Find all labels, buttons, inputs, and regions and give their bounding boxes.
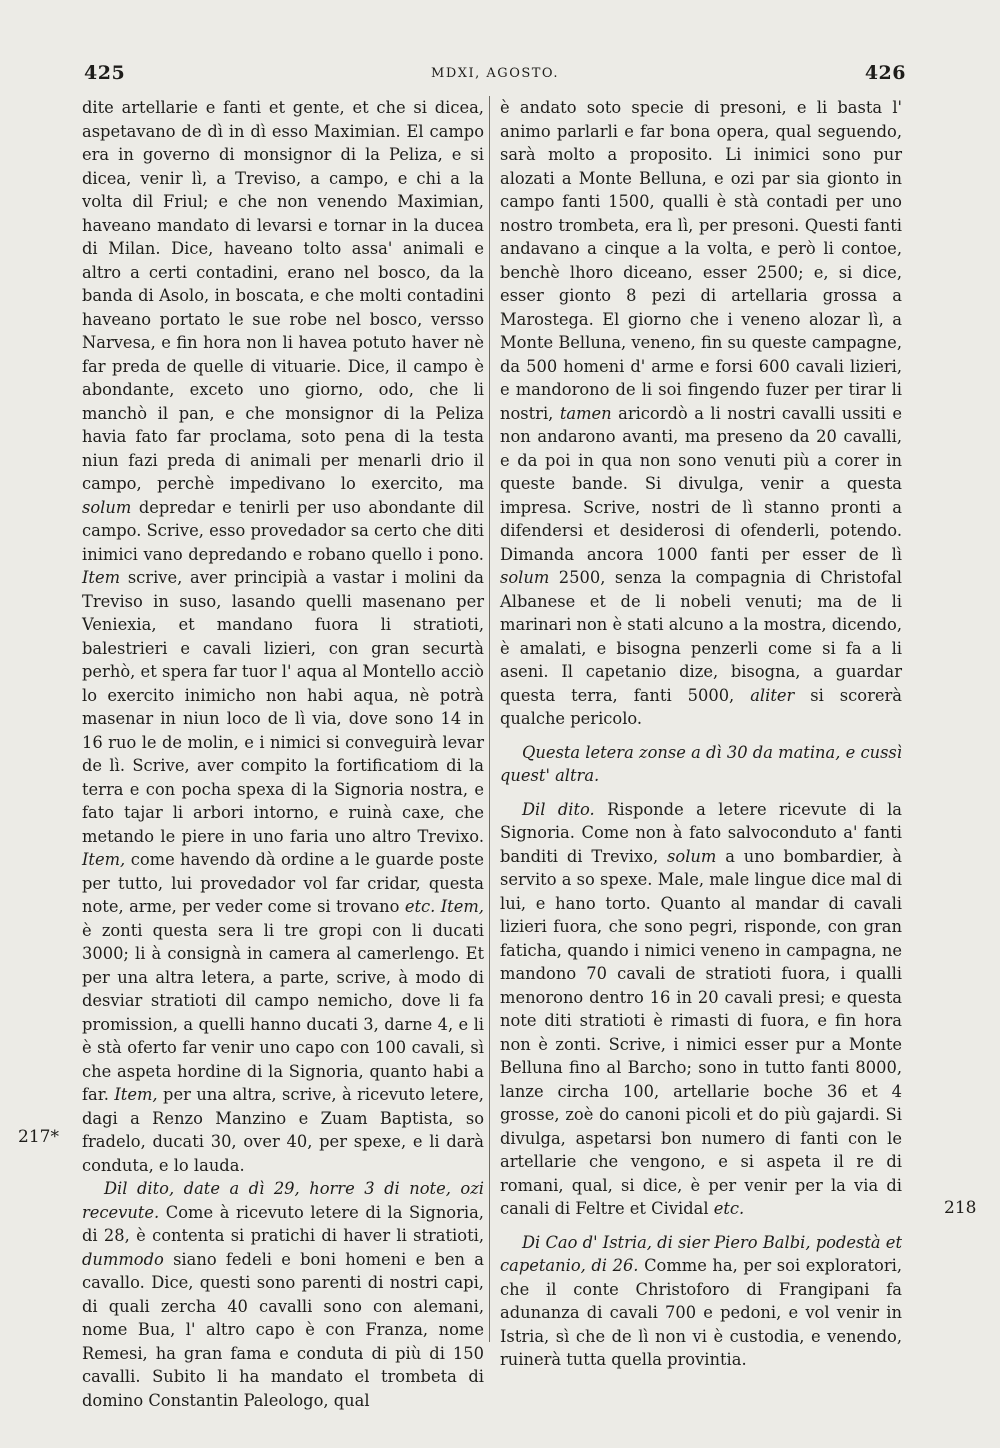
right-page-number: 426 (864, 62, 906, 84)
entry-heading: Di Cao d' Istria, di sier Piero Balbi, podestà et capetanio, di 26. (500, 1232, 902, 1275)
italic-text: solum (82, 497, 132, 517)
text-run: come havendo dà ordine a le guarde poste per tutto, lui provedador vol far cridar, questa note, arme, per veder come si trovano (82, 850, 484, 916)
letter-entry (500, 1231, 902, 1372)
right-column (500, 96, 902, 1372)
text-run: per una altra, scrive, à ricevuto letere, dagi a Renzo Manzino e Zuam Baptista, so fradelo, ducati 30, over 40, per spexe, e li darà conduta, e lo lauda. (82, 1085, 484, 1175)
text-run: è zonti questa sera li tre gropi con li ducati 3000; li à consignà in camera al camerlengo. Et per una altra letera, a parte, scrive, à modo di desviar stratioti dil campo nemicho, dove li fa promission, a quelli hanno ducati 3, darne 4, e li è stà oferto far venir uno capo con 100 cavali, sì che aspeta hordine di la Signoria, quanto habi a far. (82, 920, 484, 1104)
italic-text: Item (82, 568, 121, 587)
italic-text: solum (667, 846, 717, 866)
italic-text: dummodo (82, 1249, 164, 1269)
letter-entry (500, 798, 902, 1221)
text-run: aricordò a li nostri cavalli ussiti e non andarono avanti, ma preseno da 20 cavalli, e da poi in qua non sono venuti più a corer in queste bande. Si divulga, venir a questa impresa. Scrive, nostri de lì stanno pronti a difendersi et desiderosi di ofenderli, potendo. Dimanda ancora 1000 fanti per esser de lì (500, 403, 902, 564)
letter-entry (82, 1177, 484, 1412)
italic-text: Item, (82, 850, 126, 869)
italic-text: etc. (404, 897, 436, 916)
paragraph (82, 96, 484, 1177)
left-column (82, 96, 484, 1412)
italic-text: Item, (440, 897, 484, 916)
text-run: è andato soto specie di presoni, e li basta l' animo parlarli e far bona opera, qual seguendo, sarà molto a proposito. Li inimici sono pur alozati a Monte Belluna, e ozi par sia gionto in campo fanti 1500, qualli è stà contadi per uno nostro trombeta, era lì, per presoni. Questi fanti andavano a cinque a la volta, e però li contoe, benchè lhoro diceano, esser 2500; e, si dice, esser gionto 8 pezi di artellaria grossa a Marostega. El giorno che i veneno alozar lì, a Monte Belluna, veneno, fin su queste campagne, da 500 homeni d' arme e forsi 600 cavali lizieri, e mandorono de li soi fingendo fuzer per tirar li nostri, (500, 98, 902, 423)
column-divider (489, 96, 490, 1342)
margin-note-left: 217* (18, 1127, 59, 1147)
page-header (84, 62, 906, 86)
paragraph (500, 96, 902, 731)
text-run: Comme ha, per soi exploratori, che il conte Christoforo di Frangipani fa adunanza di cavali 700 e pedoni, e vol venir in Istria, sì che de lì non vi è custodia, e venendo, ruinerà tutta quella provintia. (500, 1256, 902, 1369)
entry-heading: Dil dito. (522, 799, 595, 819)
italic-text: tamen (559, 403, 612, 423)
text-run: siano fedeli e boni homeni e ben a cavallo. Dice, questi sono parenti di nostri capi, di quali zercha 40 cavalli sono con alemani, nome Bua, l' altro capo è con Franza, nome Remesi, ha gran fama e conduta di più di 150 cavalli. Subito li ha mandato el trombeta di domino Constantin Paleologo, qual (82, 1249, 484, 1410)
entry-heading: Dil dito, date a dì 29, horre 3 di note, ozi recevute. (82, 1179, 484, 1222)
margin-note-right: 218 (944, 1198, 977, 1218)
text-run: a uno bombardier, à servito a so spexe. Male, male lingue dice mal di lui, e hano torto. Quanto al mandar di cavali lizieri fuora, che sono pegri, risponde, con gran faticha, quando i nimici veneno in campagna, ne mandono 70 cavali de stratioti fuora, i qualli menorono dentro 16 in 20 cavali presi; e questa note diti stratioti è rimasti di fuora, e fin hora non è zonti. Scrive, i nimici esser pur a Monte Belluna fino al Barcho; sono in tutto fanti 8000, lanze circha 100, artellarie boche 36 et 4 grosse, zoè do canoni picoli et do più gajardi. Si divulga, aspetarsi bon numero di fanti con le artellarie che vengono, e si aspeta il re di romani, qual, si dice, è per venir per la via di canali di Feltre et Cividal (500, 846, 902, 1218)
text-run: 2500, senza la compagnia di Christofal Albanese et de li nobeli venuti; ma de li marinari non è stati alcuno a la mostra, dicendo, è amalati, e bisogna penzerli come si fa a li aseni. Il capetanio dize, bisogna, a guardar questa terra, fanti 5000, (500, 568, 902, 705)
italic-text: solum (500, 568, 550, 587)
text-run: scrive, aver principià a vastar i molini da Treviso in suso, lasando quelli masenano per Veniexia, et mandano fuora li stratioti, balestrieri e cavali lizieri, con gran securtà perhò, et spera far tuor l' aqua al Montello acciò lo exercito inimicho non habi aqua, nè potrà masenar in niun loco de lì via, dove sono 14 in 16 ruo le de molin, e i nimici si conveguirà levar de lì. Scrive, aver compito la fortificatiom di la terra e con pocha spexa di la Signoria nostra, e fato tajar li arbori intorno, e ruinà caxe, che metando le piere in uno faria uno altro Trevixo. (82, 568, 485, 846)
text-run: depredar e tenirli per uso abondante dil campo. Scrive, esso provedador sa certo che diti inimici vano depredando e robano quello i pono. (82, 497, 484, 564)
running-title: MDXI, AGOSTO. (431, 66, 559, 81)
italic-text: Questa letera zonse a dì 30 da matina, e cussì quest' altra. (500, 742, 902, 785)
left-page-number: 425 (84, 62, 126, 84)
italic-text: Item, (114, 1085, 158, 1104)
note-line (500, 741, 902, 788)
italic-text: etc. (713, 1199, 745, 1218)
italic-text: aliter (750, 685, 795, 705)
text-run: Risponde a letere ricevute di la Signoria. Come non à fato salvoconduto a' fanti banditi di Trevixo, (500, 799, 902, 866)
text-run: dite artellarie e fanti et gente, et che si dicea, aspetavano de dì in dì esso Maximian. El campo era in governo di monsignor di la Peliza, e si dicea, venir lì, a Treviso, a campo, e chi a la volta dil Friul; e che non venendo Maximian, haveano mandato di levarsi e tornar in la ducea di Milan. Dice, haveano tolto assa' animali e altro a certi contadini, erano nel bosco, da la banda di Asolo, in boscata, e che molti contadini haveano portato le sue robe nel bosco, versso Narvesa, e fin hora non li havea potuto haver nè far preda de quelle di vituarie. Dice, il campo è abondante, exceto uno giorno, odo, che li manchò il pan, e che monsignor di la Peliza havia fato far proclama, soto pena di la testa niun fazi preda di animali per menarli drio il campo, perchè impedivano lo exercito, ma (82, 98, 484, 493)
text-run: si scorerà qualche pericolo. (500, 685, 902, 728)
text-run: Come à ricevuto letere di la Signoria, di 28, è contenta si pratichi di haver li stratioti, (82, 1202, 484, 1245)
